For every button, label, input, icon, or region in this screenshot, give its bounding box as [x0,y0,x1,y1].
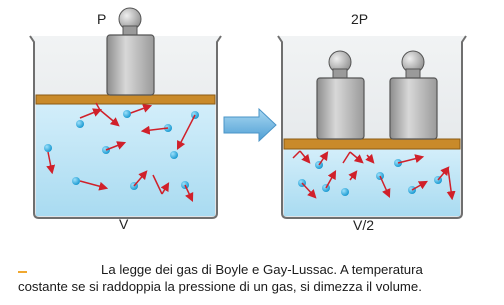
left-gas-region [36,103,215,216]
right-piston [284,139,460,149]
left-weight [107,8,154,95]
right-volume-label: V/2 [353,217,375,233]
left-pressure-label: P [97,11,107,27]
process-arrow [224,109,276,141]
left-container [30,8,221,232]
left-piston [36,95,215,104]
caption [18,261,500,295]
caption-line-2: costante se si raddoppia la pressione di un gas, si dimezza il volume. [18,279,422,294]
right-container [278,11,466,233]
right-gas-region [284,149,460,216]
caption-line-1: La legge dei gas di Boyle e Gay-Lussac. A temperatura [101,262,423,277]
left-volume-label: V [119,216,129,232]
right-pressure-label: 2P [351,11,369,27]
